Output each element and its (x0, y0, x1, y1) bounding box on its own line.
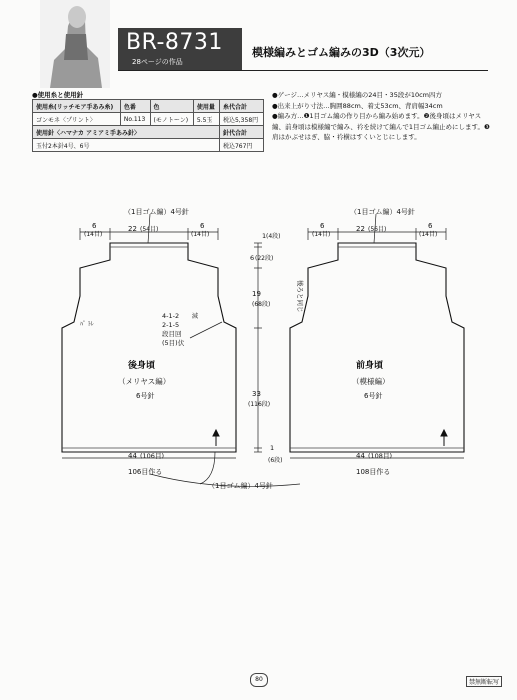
color-header: 色 (150, 100, 193, 113)
back-top-label: （1目ゴム編）4号針 (124, 208, 189, 216)
dim-1: 1 (262, 232, 267, 240)
dim-3-sub: (68段) (252, 301, 271, 308)
color: (モノトーン) (150, 113, 193, 126)
front-width-sub: (108目) (368, 452, 392, 460)
back-width: 44 (128, 452, 137, 460)
back-width-sub: (106目) (140, 452, 164, 460)
back-dec-4: (5目)伏 (162, 339, 185, 347)
amount-header: 使用量 (193, 100, 219, 113)
pattern-page-ref: 28ページの作品 (132, 58, 183, 66)
method-note: ●編み方…❶1目ゴム編の作り目から編み始めます。❷後身頃はメリヤス編、前身頃は模様編で編み、衿を続けて編んで1目ゴム編止めにします。❸肩はかぶせはぎ、脇・衿横はすくいとじにします。 (272, 112, 490, 141)
front-needle: 6号針 (364, 392, 383, 400)
amount: 5.5玉 (193, 113, 219, 126)
front-piece-name: 前身頃 (356, 361, 384, 371)
needle-name: 玉付2本針4号、6号 (33, 139, 220, 152)
front-dim-left: 6 (320, 222, 325, 230)
needle-header: 使用針〈ハマナカ アミアミ手あみ針〉 (33, 126, 220, 139)
pattern-title: 模様編みとゴム編みの3D（3次元） (252, 46, 431, 59)
color-no: No.113 (120, 113, 150, 126)
dim-5: 1 (270, 444, 275, 452)
back-dim-center-sub: (54目) (140, 226, 159, 233)
gauge-note: ●ゲージ…メリヤス編・模様編の24目・35段が10cm四方 (272, 91, 443, 99)
materials-heading: ●使用糸と使用針 (32, 91, 84, 99)
needle-total: 税込767円 (219, 139, 263, 152)
yarn-name: ゴンモネ〈プリント〉 (33, 113, 121, 126)
front-side-note: 後ろと同じ (296, 280, 304, 313)
front-dim-right-sub: (14目) (419, 231, 438, 238)
back-cast-on: 106目作る (128, 468, 163, 476)
back-stitch: （メリヤス編） (118, 377, 171, 386)
back-dim-center: 22 (128, 225, 137, 233)
back-dim-left: 6 (92, 222, 97, 230)
front-dim-left-sub: (14目) (312, 231, 331, 238)
needle-total-header: 針代合計 (219, 126, 263, 139)
back-dec-mark: 減 (192, 313, 199, 320)
yarn-total-header: 糸代合計 (219, 100, 263, 113)
back-piece-outline (62, 243, 236, 452)
front-width: 44 (356, 452, 365, 460)
front-dim-center: 22 (356, 225, 365, 233)
front-dim-center-sub: (56目) (368, 226, 387, 233)
color-no-header: 色番 (120, 100, 150, 113)
size-note: ●出来上がり寸法…胸囲88cm、着丈53cm、背肩幅34cm (272, 101, 443, 110)
front-stitch: （模様編） (352, 377, 390, 386)
back-piece-name: 後身頃 (128, 361, 156, 371)
dim-1-sub: (4段) (266, 233, 281, 240)
front-dim-right: 6 (428, 222, 433, 230)
copyright-stamp: 禁無断転写 (466, 676, 502, 687)
dim-5-sub: (6段) (268, 457, 283, 464)
dim-4-sub: (116段) (248, 401, 271, 408)
back-dim-left-sub: (14目) (84, 231, 103, 238)
back-dim-right-sub: (14目) (191, 231, 210, 238)
dim-4: 33 (252, 390, 261, 398)
front-top-label: （1目ゴム編）4号針 (350, 208, 415, 216)
back-dec-2: 2-1-5 (162, 321, 180, 329)
pattern-code: BR-8731 (126, 30, 223, 55)
bottom-rib-label: （1目ゴム編）4号針 (208, 482, 273, 490)
dim-2: 6 (250, 254, 255, 262)
front-cast-on: 108目作る (356, 468, 391, 476)
dim-2-sub: (22段) (255, 255, 274, 262)
back-needle: 6号針 (136, 392, 155, 400)
front-piece-outline (290, 243, 464, 452)
back-dim-right: 6 (200, 222, 205, 230)
back-left-mark: ﾊﾟ ﾄﾚ (80, 321, 94, 328)
page-number: 80 (250, 673, 268, 687)
yarn-total: 税込5,358円 (219, 113, 263, 126)
back-dec-1: 4-1-2 (162, 312, 180, 320)
yarn-header: 使用糸(リッチモア手あみ糸) (33, 100, 121, 113)
dim-3: 19 (252, 290, 261, 298)
back-dec-3: 段目回 (162, 330, 182, 338)
